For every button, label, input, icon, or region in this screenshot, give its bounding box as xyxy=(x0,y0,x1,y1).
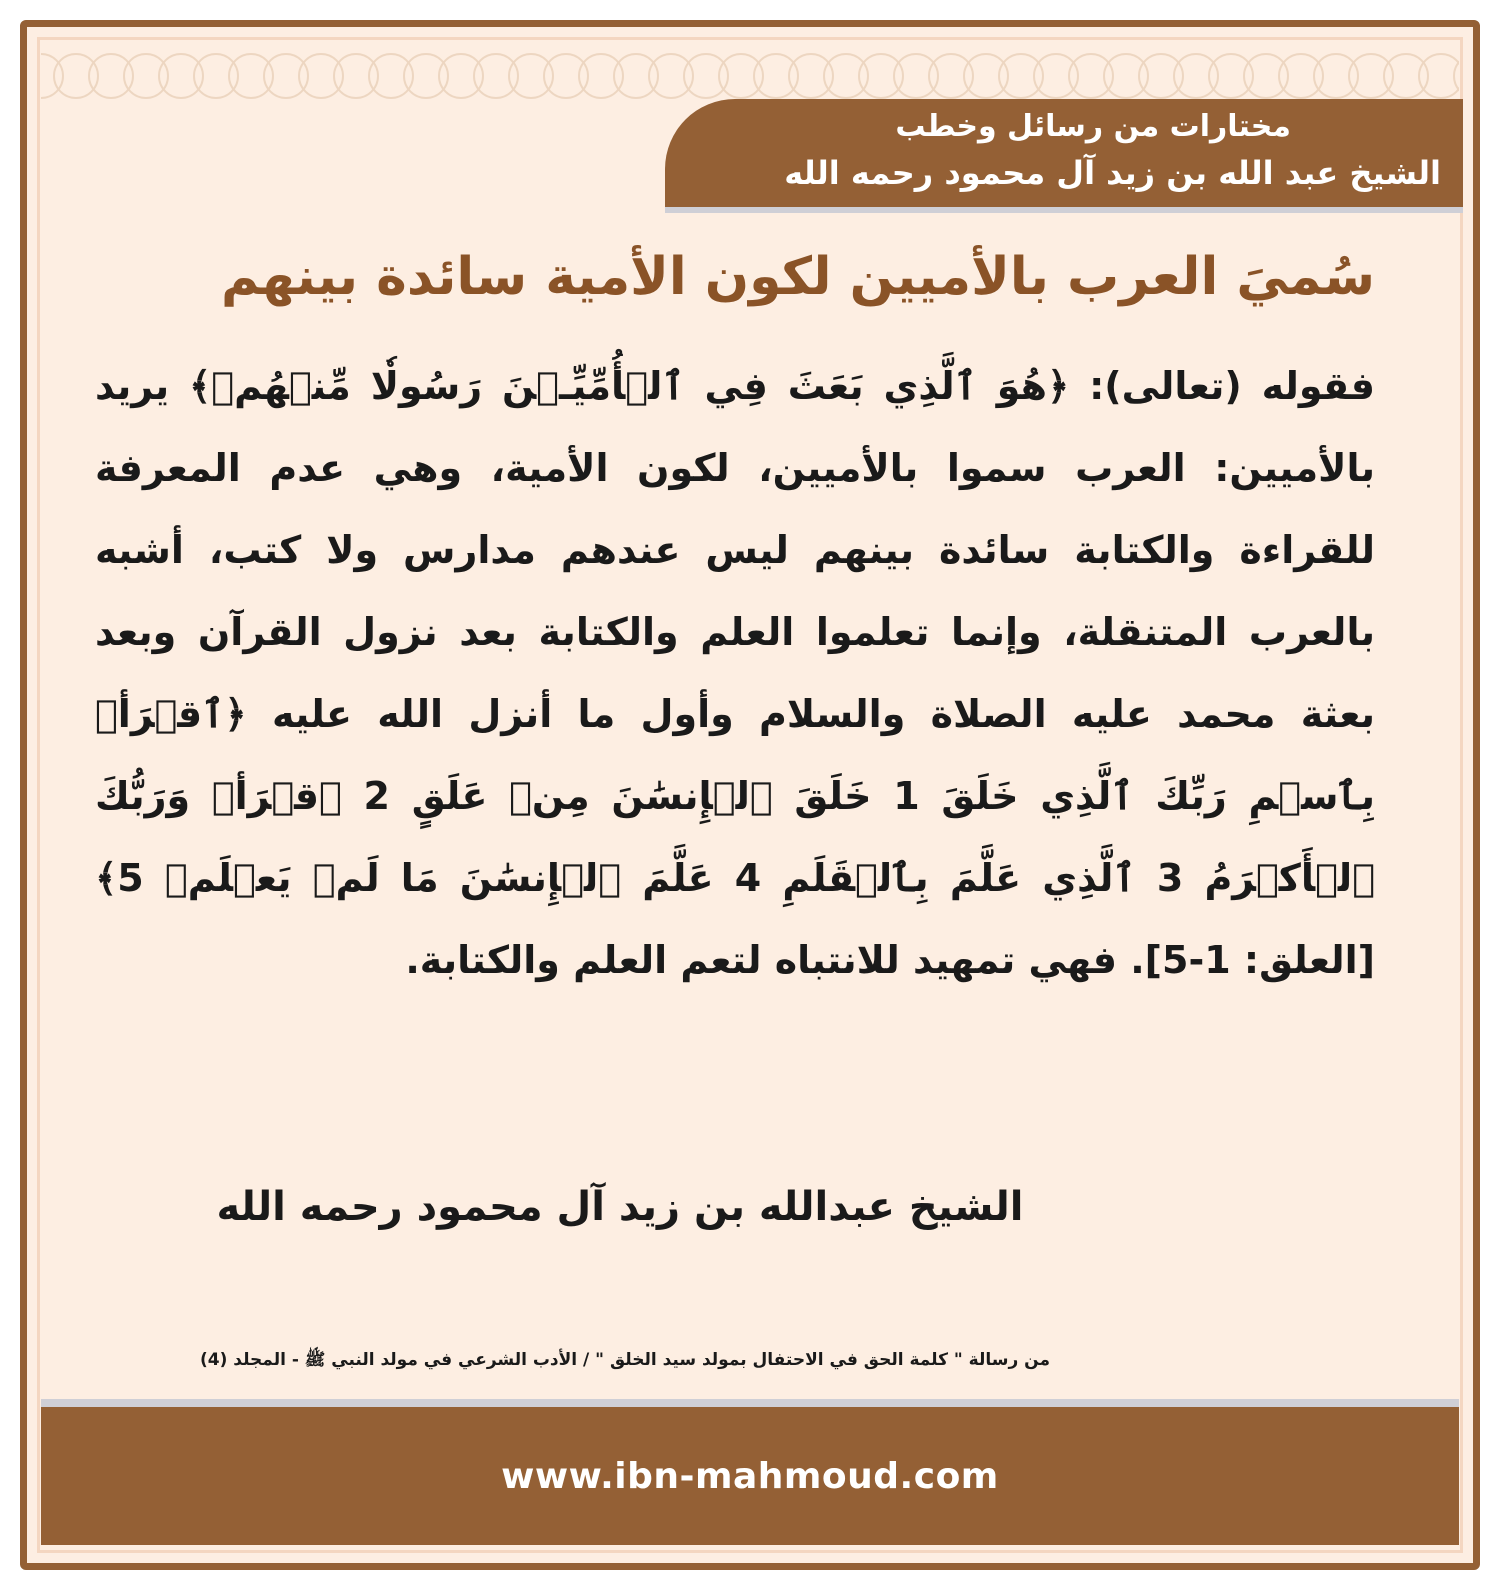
header-series-title: مختارات من رسائل وخطب xyxy=(895,109,1291,144)
header-banner xyxy=(665,99,1463,207)
post-card xyxy=(20,20,1480,1570)
footer-bar xyxy=(41,1407,1459,1545)
page-title: سُميَ العرب بالأميين لكون الأمية سائدة بينهم xyxy=(220,247,1375,307)
website-link[interactable]: www.ibn-mahmoud.com xyxy=(501,1455,999,1497)
source-citation: من رسالة " كلمة الحق في الاحتفال بمولد سيد الخلق " / الأدب الشرعي في مولد النبي ﷺ - المجلد (4) xyxy=(199,1350,1051,1370)
body-text: فقوله (تعالى): ﴿هُوَ ٱلَّذِي بَعَثَ فِي ٱلۡأُمِّيِّـۧنَ رَسُولٗا مِّنۡهُمۡ﴾ يريد بالأميين: العرب سموا بالأميين، لكون الأمية، وهي عدم المعرفة للقراءة والكتابة سائدة بينهم ليس عندهم مدارس ولا كتب، أشبه بالعرب المتنقلة، وإنما تعلموا العلم والكتابة بعد نزول القرآن وبعد بعثة محمد عليه الصلاة والسلام وأول ما أنزل الله عليه ﴿ٱقۡرَأۡ بِٱسۡمِ رَبِّكَ ٱلَّذِي خَلَقَ 1 خَلَقَ ٱلۡإِنسَٰنَ مِنۡ عَلَقٍ 2 ٱقۡرَأۡ وَرَبُّكَ ٱلۡأَكۡرَمُ 3 ٱلَّذِي عَلَّمَ بِٱلۡقَلَمِ 4 عَلَّمَ ٱلۡإِنسَٰنَ مَا لَمۡ يَعۡلَمۡ 5﴾ [العلق: 1-5]. فهي تمهيد للانتباه لتعم العلم والكتابة. xyxy=(95,364,1375,982)
signature: الشيخ عبدالله بن زيد آل محمود رحمه الله xyxy=(216,1184,1024,1230)
header-author: الشيخ عبد الله بن زيد آل محمود رحمه الله xyxy=(784,154,1441,192)
